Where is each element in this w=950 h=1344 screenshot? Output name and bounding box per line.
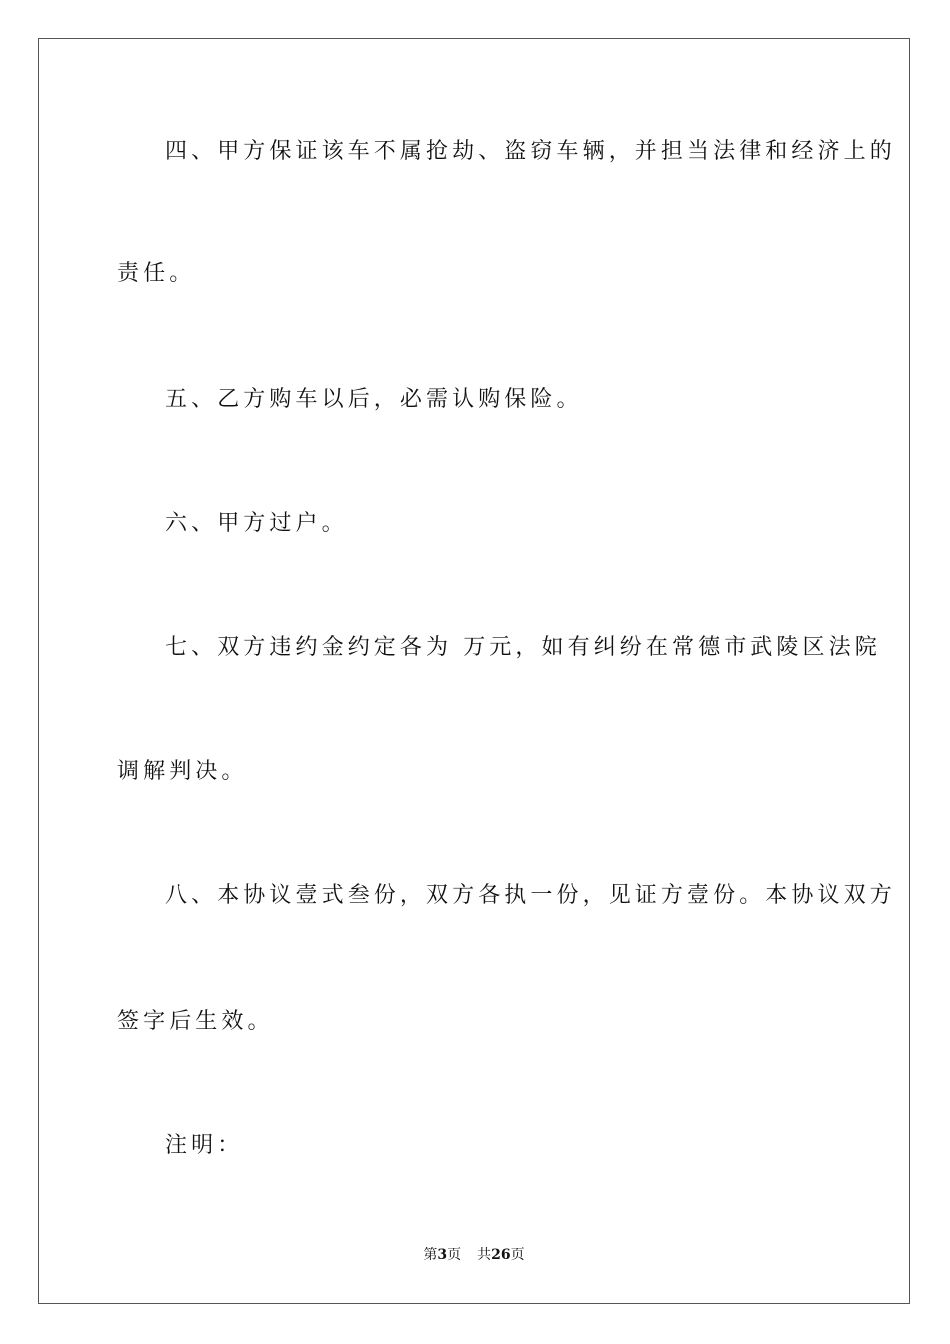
clause-4-line-1: 四、甲方保证该车不属抢劫、盗窃车辆，并担当法律和经济上的 [165,139,896,164]
footer-total-suffix: 页 [510,1247,525,1263]
clause-8-line-1: 八、本协议壹式叁份，双方各执一份，见证方壹份。本协议双方 [165,883,896,908]
clause-4-line-2: 责任。 [117,261,196,286]
clause-7-line-1: 七、双方违约金约定各为 万元，如有纠纷在常德市武陵区法院 [165,635,881,660]
clause-5: 五、乙方购车以后，必需认购保险。 [165,387,583,412]
clause-6: 六、甲方过户。 [165,511,348,536]
clause-7-line-2: 调解判决。 [117,759,248,784]
page-footer [39,1245,909,1265]
footer-page-prefix: 第 [423,1247,438,1263]
footer-page-suffix: 页 [447,1247,462,1263]
clause-8-line-2: 签字后生效。 [117,1009,274,1034]
footer-total-pages: 26 [491,1247,511,1263]
note-heading: 注明： [165,1133,244,1158]
footer-page-number: 3 [437,1247,448,1263]
page-frame [38,38,910,1304]
footer-total-prefix: 共 [477,1247,492,1263]
